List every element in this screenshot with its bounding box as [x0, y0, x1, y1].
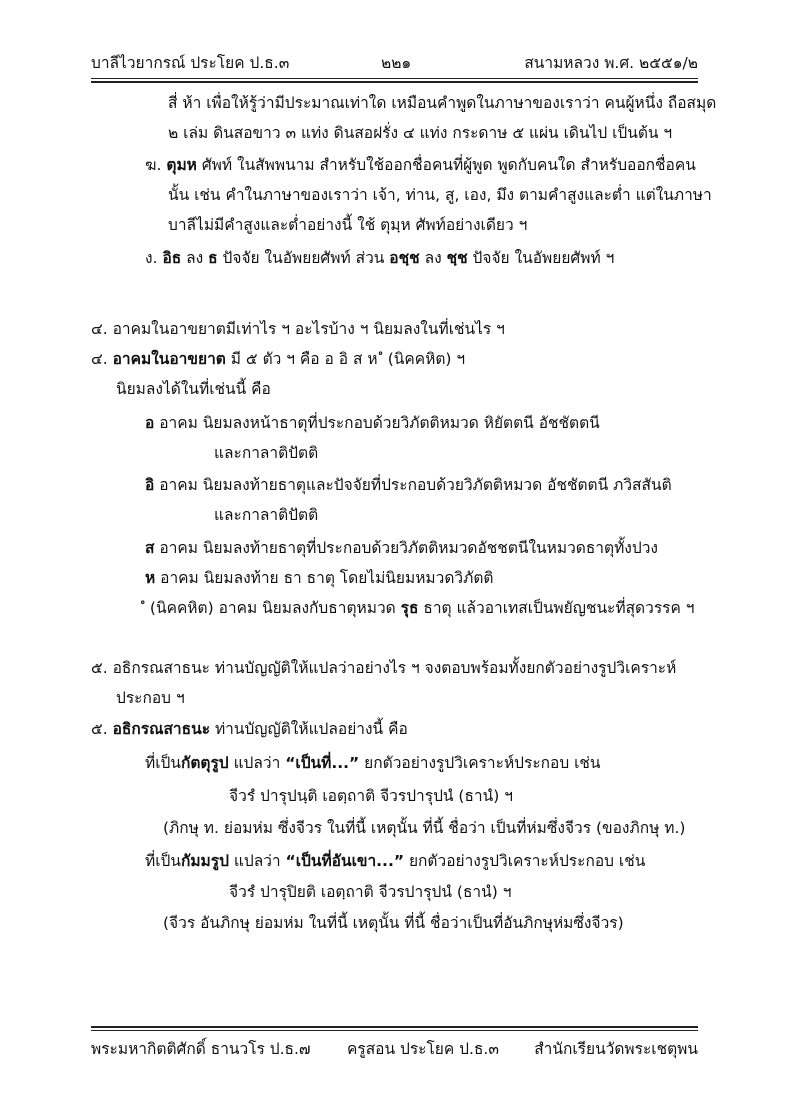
question-4: ๔. อาคมในอาขยาตมีเท่าไร ฯ อะไรบ้าง ฯ นิยมลงในที่เช่นไร ฯ — [91, 320, 505, 338]
item-label: ง. — [145, 249, 158, 267]
answer-text: ท่านบัญญัติให้แปลอย่างนี้ คือ — [210, 720, 408, 738]
text-line: สี่ ห้า เพื่อให้รู้ว่ามีประมาณเท่าใด เหมือนคำพูดในภาษาของเราว่า คนผู้หนึ่ง ถือสมุด — [168, 94, 717, 112]
bold-term: กัตตุรูป — [180, 754, 229, 772]
footer-center: ครูสอน ประโยค ป.ธ.๓ — [347, 1040, 499, 1058]
item-text: อาคม นิยมลงหน้าธาตุที่ประกอบด้วยวิภัตติหมวด หิยัตตนี อัชชัตตนี — [154, 414, 600, 432]
text-line: และกาลาติปัตติ — [214, 506, 319, 524]
item-text: แปลว่า — [228, 852, 286, 870]
footer-right: สำนักเรียนวัดพระเชตุพน — [534, 1040, 698, 1058]
bold-term: ชฺช — [446, 249, 468, 267]
item-label: ฆ. — [145, 156, 162, 174]
text-line: นั้น เช่น คำในภาษาของเราว่า เจ้า, ท่าน, สู, เอง, มึง ตามคำสูงและต่ำ แต่ในภาษา — [168, 186, 712, 204]
item-text: อาคม นิยมลงท้ายธาตุที่ประกอบด้วยวิภัตติหมวดอัชชตนีในหมวดธาตุทั้งปวง — [154, 539, 658, 557]
answer-5 — [91, 714, 408, 744]
header-right: สนามหลวง พ.ศ. ๒๕๕๑/๒ — [524, 54, 698, 72]
item-text: ลง — [181, 249, 209, 267]
item-text: ปัจจัย ในอัพยยศัพท์ ส่วน — [217, 249, 390, 267]
example-translation: (จีวร อันภิกษุ ย่อมห่ม ในที่นี้ เหตุนั้น ที่นี้ ชื่อว่าเป็นที่อันภิกษุห่มซึ่งจีวร) — [163, 914, 624, 932]
item-text: ที่เป็น — [145, 852, 181, 870]
item-text: แปลว่า — [228, 754, 286, 772]
header-left: บาลีไวยากรณ์ ประโยค ป.ธ.๓ — [91, 54, 290, 72]
item-text: ที่เป็น — [145, 754, 181, 772]
answer-4 — [91, 344, 465, 374]
agama-i — [145, 470, 672, 500]
example-pali: จีวรํ ปารุปนฺติ เอตฺถาติ จีวรปารุปนํ (ธานํ) ฯ — [229, 787, 513, 805]
answer-text: มี ๕ ตัว ฯ คือ อ อิ ส ห ํ (นิคคหิต) ฯ — [225, 350, 466, 368]
text-line: ๒ เล่ม ดินสอขาว ๓ แท่ง ดินสอฝรั่ง ๔ แท่ง กระดาษ ๕ แผ่น เดินไป เป็นต้น ฯ — [168, 124, 673, 142]
footer-rule — [91, 1030, 698, 1031]
item-text: ลง — [419, 249, 447, 267]
agama-s — [145, 533, 658, 563]
bold-term: ห — [145, 569, 156, 587]
bold-term: อิ — [145, 476, 155, 494]
kattu-rupa — [145, 748, 601, 778]
bold-term: อชฺช — [389, 249, 420, 267]
page-footer — [91, 1036, 698, 1064]
item-text: ปัจจัย ในอัพยยศัพท์ ฯ — [467, 249, 615, 267]
answer-number: ๔. — [91, 350, 108, 368]
page-header — [91, 50, 698, 78]
agama-h — [145, 563, 493, 593]
bold-term: อิธ — [162, 249, 182, 267]
answer-number: ๕. — [91, 720, 108, 738]
header-rule — [91, 78, 698, 79]
bold-term: ส — [145, 539, 155, 557]
agama-a — [145, 408, 600, 438]
footer-left: พระมหากิตติศักดิ์ ธานวโร ป.ธ.๗ — [91, 1040, 311, 1058]
kamma-rupa — [145, 846, 645, 876]
bold-quote: “เป็นที่อันเขา...” — [285, 852, 405, 870]
item-ngo — [145, 243, 614, 273]
item-kho — [145, 150, 696, 180]
question-5-cont: ประกอบ ฯ — [116, 689, 185, 707]
item-text: อาคม นิยมลงท้ายธาตุและปัจจัยที่ประกอบด้วยวิภัตติหมวด อัชชัตตนี ภวิสสันติ — [154, 476, 672, 494]
page-number: ๒๒๑ — [381, 54, 412, 72]
item-text: อาคม นิยมลงท้าย ธา ธาตุ โดยไม่นิยมหมวดวิภัตติ — [155, 569, 494, 587]
header-rule-thick — [91, 81, 698, 83]
example-pali: จีวรํ ปารุปิยติ เอตฺถาติ จีวรปารุปนํ (ธานํ) ฯ — [229, 883, 512, 901]
bold-quote: “เป็นที่...” — [285, 754, 360, 772]
bold-term: อธิกรณสาธนะ — [112, 720, 211, 738]
bold-term: ตุมห — [166, 156, 197, 174]
bold-term: อาคมในอาขยาต — [112, 350, 226, 368]
footer-rule-thick — [91, 1026, 698, 1028]
text-line: และกาลาติปัตติ — [214, 444, 319, 462]
text-line: บาลีไม่มีคำสูงและต่ำอย่างนี้ ใช้ ตุมฺห ศัพท์อย่างเดียว ฯ — [168, 216, 528, 234]
example-translation: (ภิกษุ ท. ย่อมห่ม ซึ่งจีวร ในที่นี้ เหตุนั้น ที่นี้ ชื่อว่า เป็นที่ห่มซึ่งจีวร (ของภิกษุ ท.) — [163, 819, 686, 837]
item-text: ธาตุ แล้วอาเทสเป็นพยัญชนะที่สุดวรรค ฯ — [418, 599, 695, 617]
bold-term: รุธ — [400, 599, 419, 617]
item-text: ยกตัวอย่างรูปวิเคราะห์ประกอบ เช่น — [359, 754, 601, 772]
item-text: ยกตัวอย่างรูปวิเคราะห์ประกอบ เช่น — [404, 852, 646, 870]
bold-term: กัมมรูป — [180, 852, 229, 870]
bold-term: อ — [145, 414, 155, 432]
agama-niggahita — [145, 593, 694, 623]
item-text: ศัพท์ ในสัพพนาม สำหรับใช้ออกชื่อคนที่ผู้พูด พูดกับคนใด สำหรับออกชื่อคน — [196, 156, 696, 174]
item-text: ํ (นิคคหิต) อาคม นิยมลงกับธาตุหมวด — [145, 599, 401, 617]
bold-term: ธ — [208, 249, 218, 267]
answer-intro: นิยมลงได้ในที่เช่นนี้ คือ — [116, 380, 271, 398]
question-5: ๕. อธิกรณสาธนะ ท่านบัญญัติให้แปลว่าอย่างไร ฯ จงตอบพร้อมทั้งยกตัวอย่างรูปวิเคราะห์ — [91, 659, 677, 677]
